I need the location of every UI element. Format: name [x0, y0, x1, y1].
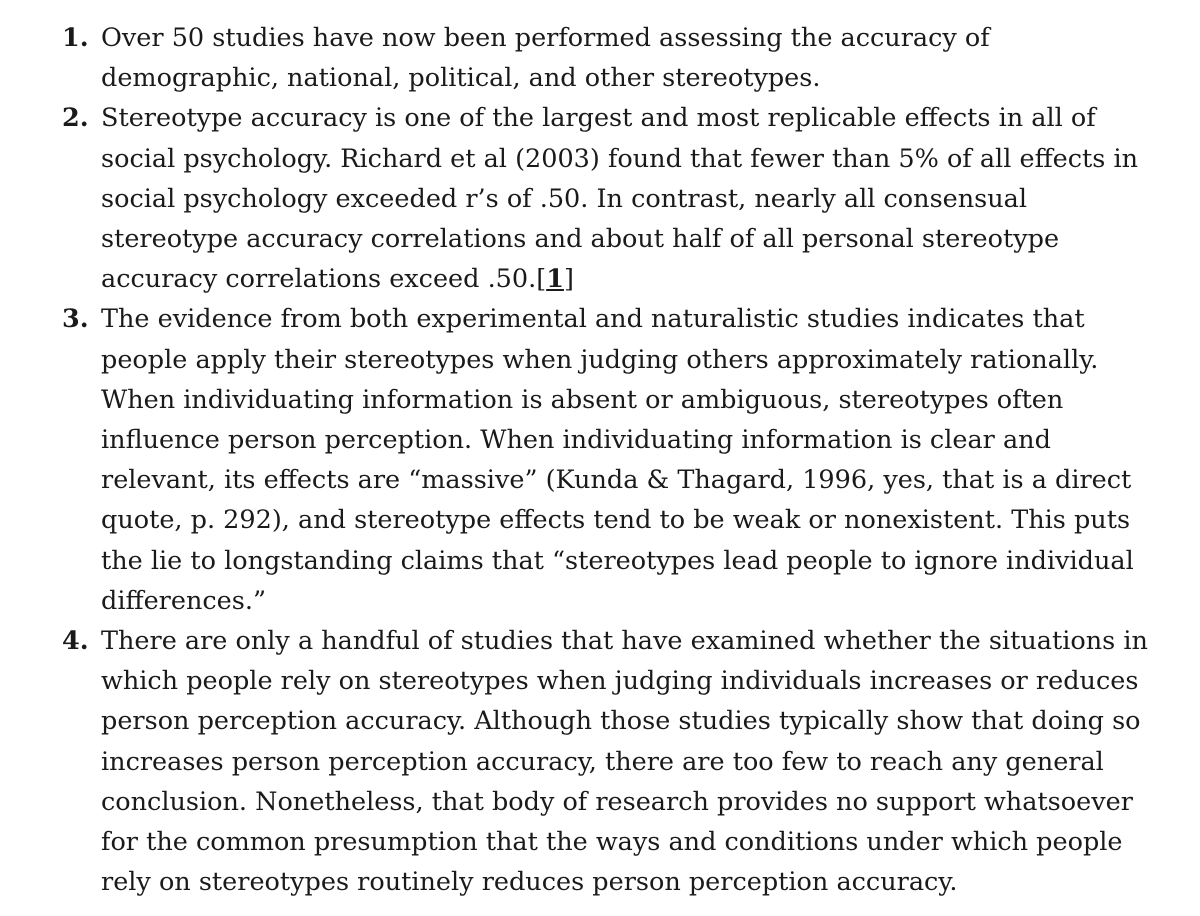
document-body	[0, 18, 1200, 902]
footnote-bracket-close: ]	[563, 264, 574, 295]
list-item-text: Over 50 studies have now been performed assessing the accuracy of demographic, national, political, and other stereotypes.	[101, 23, 990, 94]
list-item-text: Stereotype accuracy is one of the largest and most replicable effects in all of social psychology. Richard et al (2003) found that fewer than 5% of all effects in social psychology exceeded r’s of .50. In contrast, nearly all consensual stereotype accuracy correlations and about half of all personal stereotype accuracy correlations exceed .50.	[101, 103, 1139, 295]
list-number: 3.	[62, 304, 89, 335]
list-item-text: There are only a handful of studies that have examined whether the situations in which people rely on stereotypes when judging individuals increases or reduces person perception accuracy. Although those studies typically show that doing so increases person perception accuracy, there are too few to reach any general conclusion. Nonetheless, that body of research provides no support whatsoever for the common presumption that the ways and conditions under which people rely on stereotypes routinely reduces person perception accuracy.	[101, 626, 1148, 898]
list-item	[0, 621, 1200, 902]
list-number: 1.	[62, 23, 89, 53]
list-item	[0, 299, 1200, 621]
list-number: 2.	[62, 103, 89, 134]
list-item-text: The evidence from both experimental and naturalistic studies indicates that people apply their stereotypes when judging others approximately rationally. When individuating information is absent or ambiguous, stereotypes often influence person perception. When individuating information is clear and relevant, its effects are “massive” (Kunda & Thagard, 1996, yes, that is a direct quote, p. 292), and stereotype effects tend to be weak or nonexistent. This puts the lie to longstanding claims that “stereotypes lead people to ignore individual differences.”	[101, 304, 1134, 616]
footnote-bracket-open: [	[536, 264, 547, 295]
list-item	[0, 98, 1200, 299]
numbered-list	[0, 18, 1200, 902]
list-item	[0, 18, 1200, 98]
footnote-link[interactable]: 1	[546, 264, 564, 295]
list-number: 4.	[62, 626, 89, 657]
